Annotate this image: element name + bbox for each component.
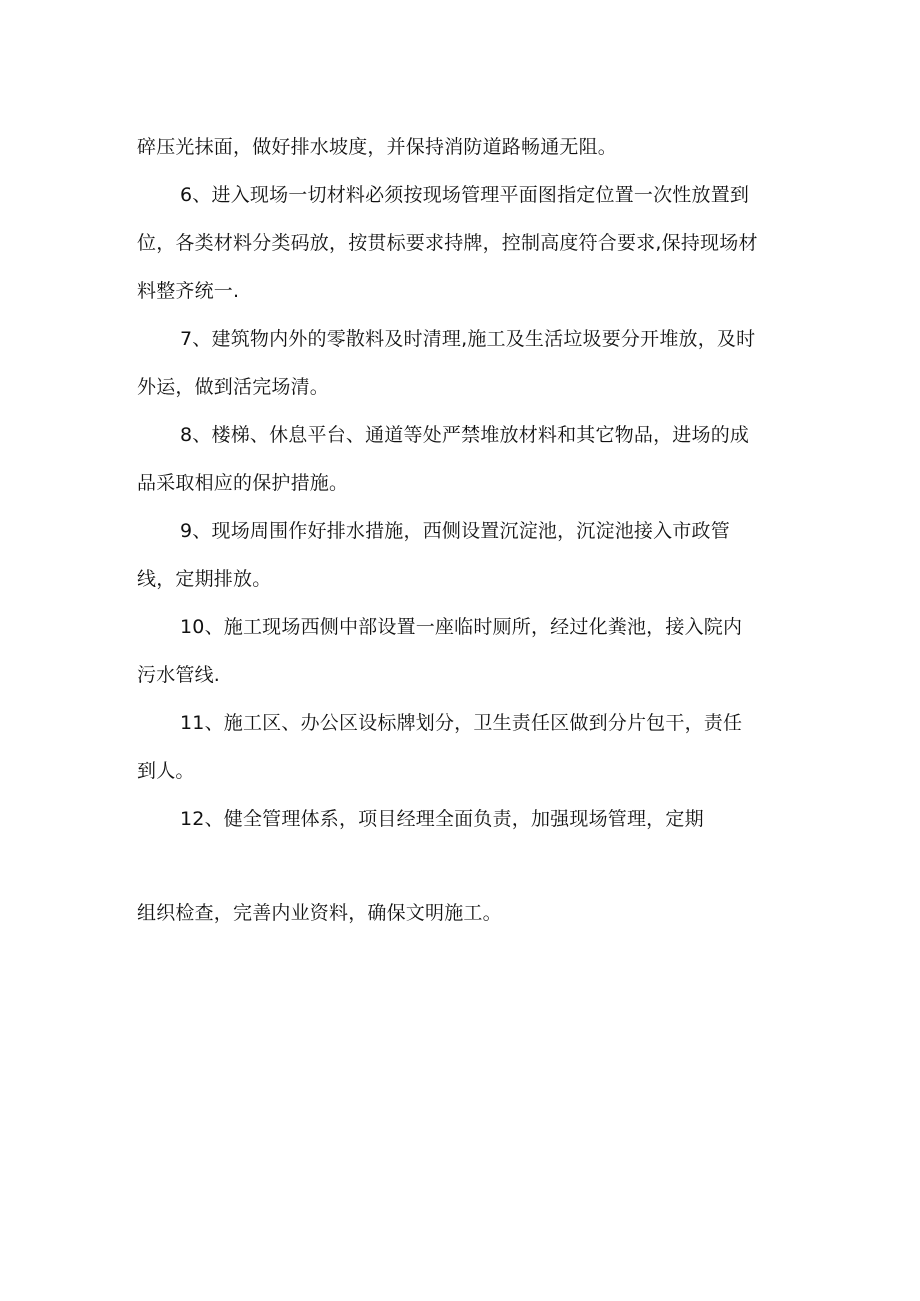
text-line-3: 位，各类材料分类码放，按贯标要求持牌，控制高度符合要求,保持现场材 [137,232,758,254]
text-line-15: 12、健全管理体系，项目经理全面负责，加强现场管理，定期 [180,808,704,830]
text-line-9: 9、现场周围作好排水措施，西侧设置沉淀池，沉淀池接入市政管 [180,520,730,542]
text-line-16: 组织检查，完善内业资料，确保文明施工。 [137,902,502,924]
text-block-main [137,123,787,843]
text-block-tail [137,889,787,937]
text-line-10: 线，定期排放。 [137,568,272,590]
text-line-6: 外运，做到活完场清。 [137,376,330,398]
text-line-2: 6、进入现场一切材料必须按现场管理平面图指定位置一次性放置到 [180,184,750,206]
text-line-11: 10、施工现场西侧中部设置一座临时厕所，经过化粪池，接入院内 [180,616,743,638]
text-line-13: 11、施工区、办公区设标牌划分，卫生责任区做到分片包干，责任 [180,712,743,734]
text-line-14: 到人。 [137,760,195,782]
text-line-7: 8、楼梯、休息平台、通道等处严禁堆放材料和其它物品，进场的成 [180,424,750,446]
text-line-8: 品采取相应的保护措施。 [137,472,349,494]
text-line-4: 料整齐统一. [137,280,240,302]
text-line-5: 7、建筑物内外的零散料及时清理,施工及生活垃圾要分开堆放，及时 [180,328,756,350]
text-line-12: 污水管线. [137,664,221,686]
text-line-1: 碎压光抹面，做好排水坡度，并保持消防道路畅通无阻。 [137,136,618,158]
